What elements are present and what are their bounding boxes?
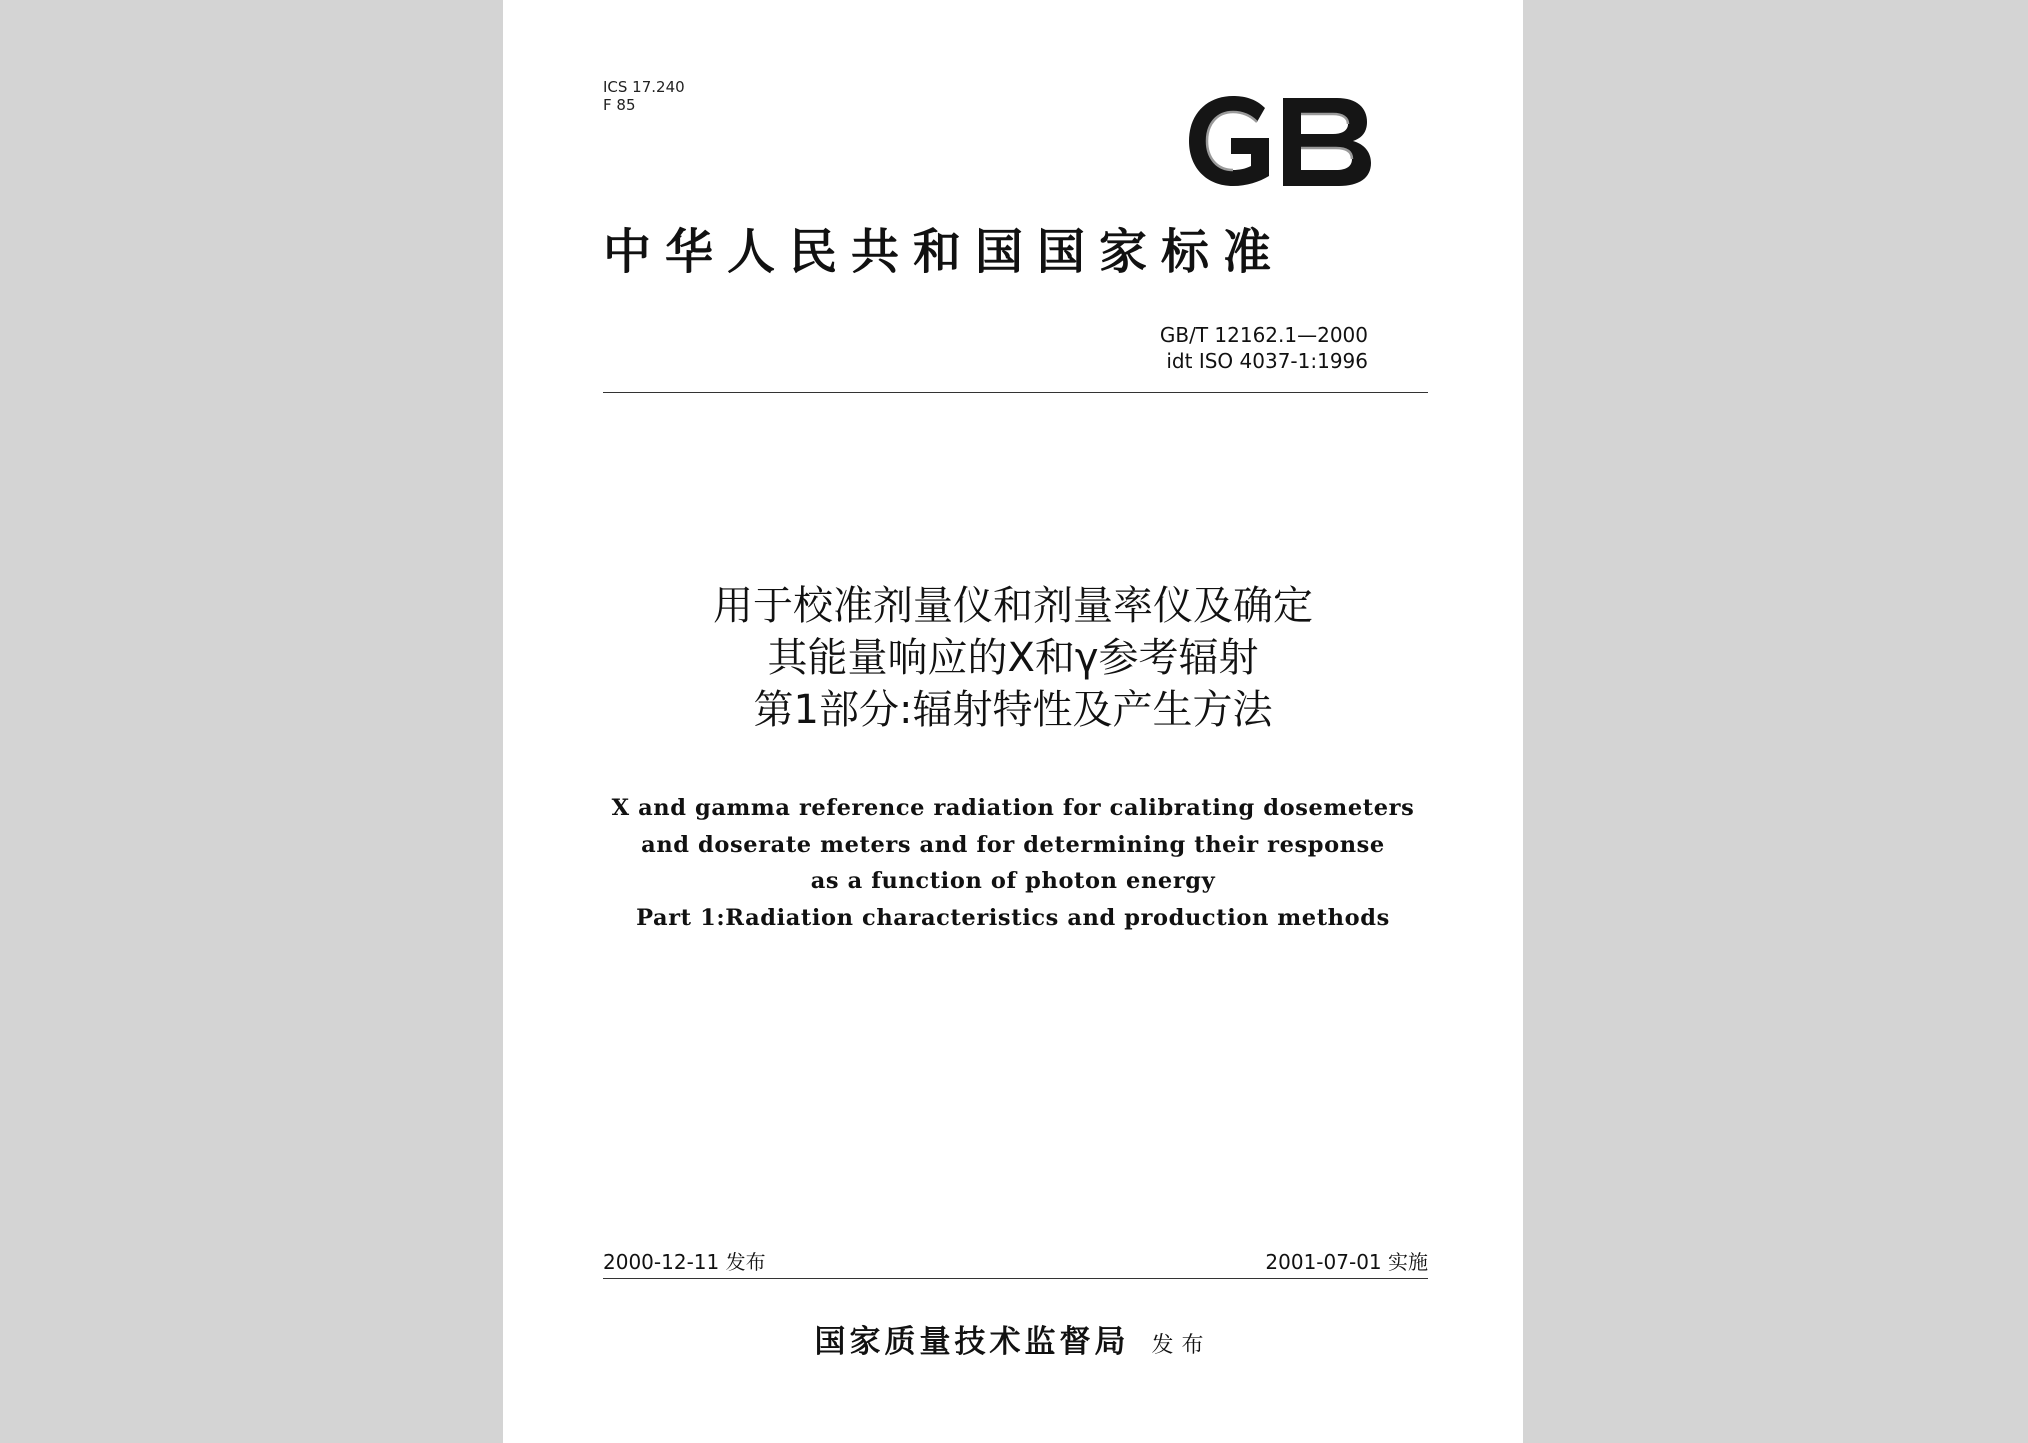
english-title-line-4: Part 1:Radiation characteristics and production methods: [636, 904, 1390, 931]
chinese-title-line-3: 第1部分:辐射特性及产生方法: [753, 687, 1273, 733]
english-title-line-2: and doserate meters and for determining their response: [641, 831, 1385, 858]
document-page: [503, 0, 1523, 1443]
english-title-line-3: as a function of photon energy: [810, 868, 1216, 894]
issue-date: 2000-12-11 发布: [603, 1250, 766, 1274]
ccs-code: F 85: [603, 96, 636, 114]
english-title: [503, 790, 1523, 936]
gb-logo-icon: [1185, 94, 1373, 188]
chinese-title-line-1: 用于校准剂量仪和剂量率仪及确定: [713, 583, 1313, 629]
english-title-line-1: X and gamma reference radiation for calibrating dosemeters: [611, 795, 1415, 821]
classification-codes: [603, 78, 685, 114]
standard-code: GB/T 12162.1—2000: [1159, 323, 1368, 347]
issuer-name: 国家质量技术监督局: [814, 1324, 1130, 1360]
top-divider: [603, 392, 1428, 393]
chinese-title: [503, 580, 1523, 736]
issuer-line: [503, 1322, 1523, 1366]
chinese-title-line-2: 其能量响应的X和γ参考辐射: [767, 635, 1259, 681]
effective-date: 2001-07-01 实施: [1265, 1250, 1428, 1274]
issuer-action: 发布: [1151, 1333, 1212, 1358]
iso-equivalence: idt ISO 4037-1:1996: [1166, 349, 1368, 373]
national-standard-heading: 中华人民共和国国家标准: [603, 224, 1286, 280]
bottom-divider: [603, 1278, 1428, 1279]
standard-number-block: [1133, 322, 1368, 374]
ics-code: ICS 17.240: [603, 78, 685, 96]
